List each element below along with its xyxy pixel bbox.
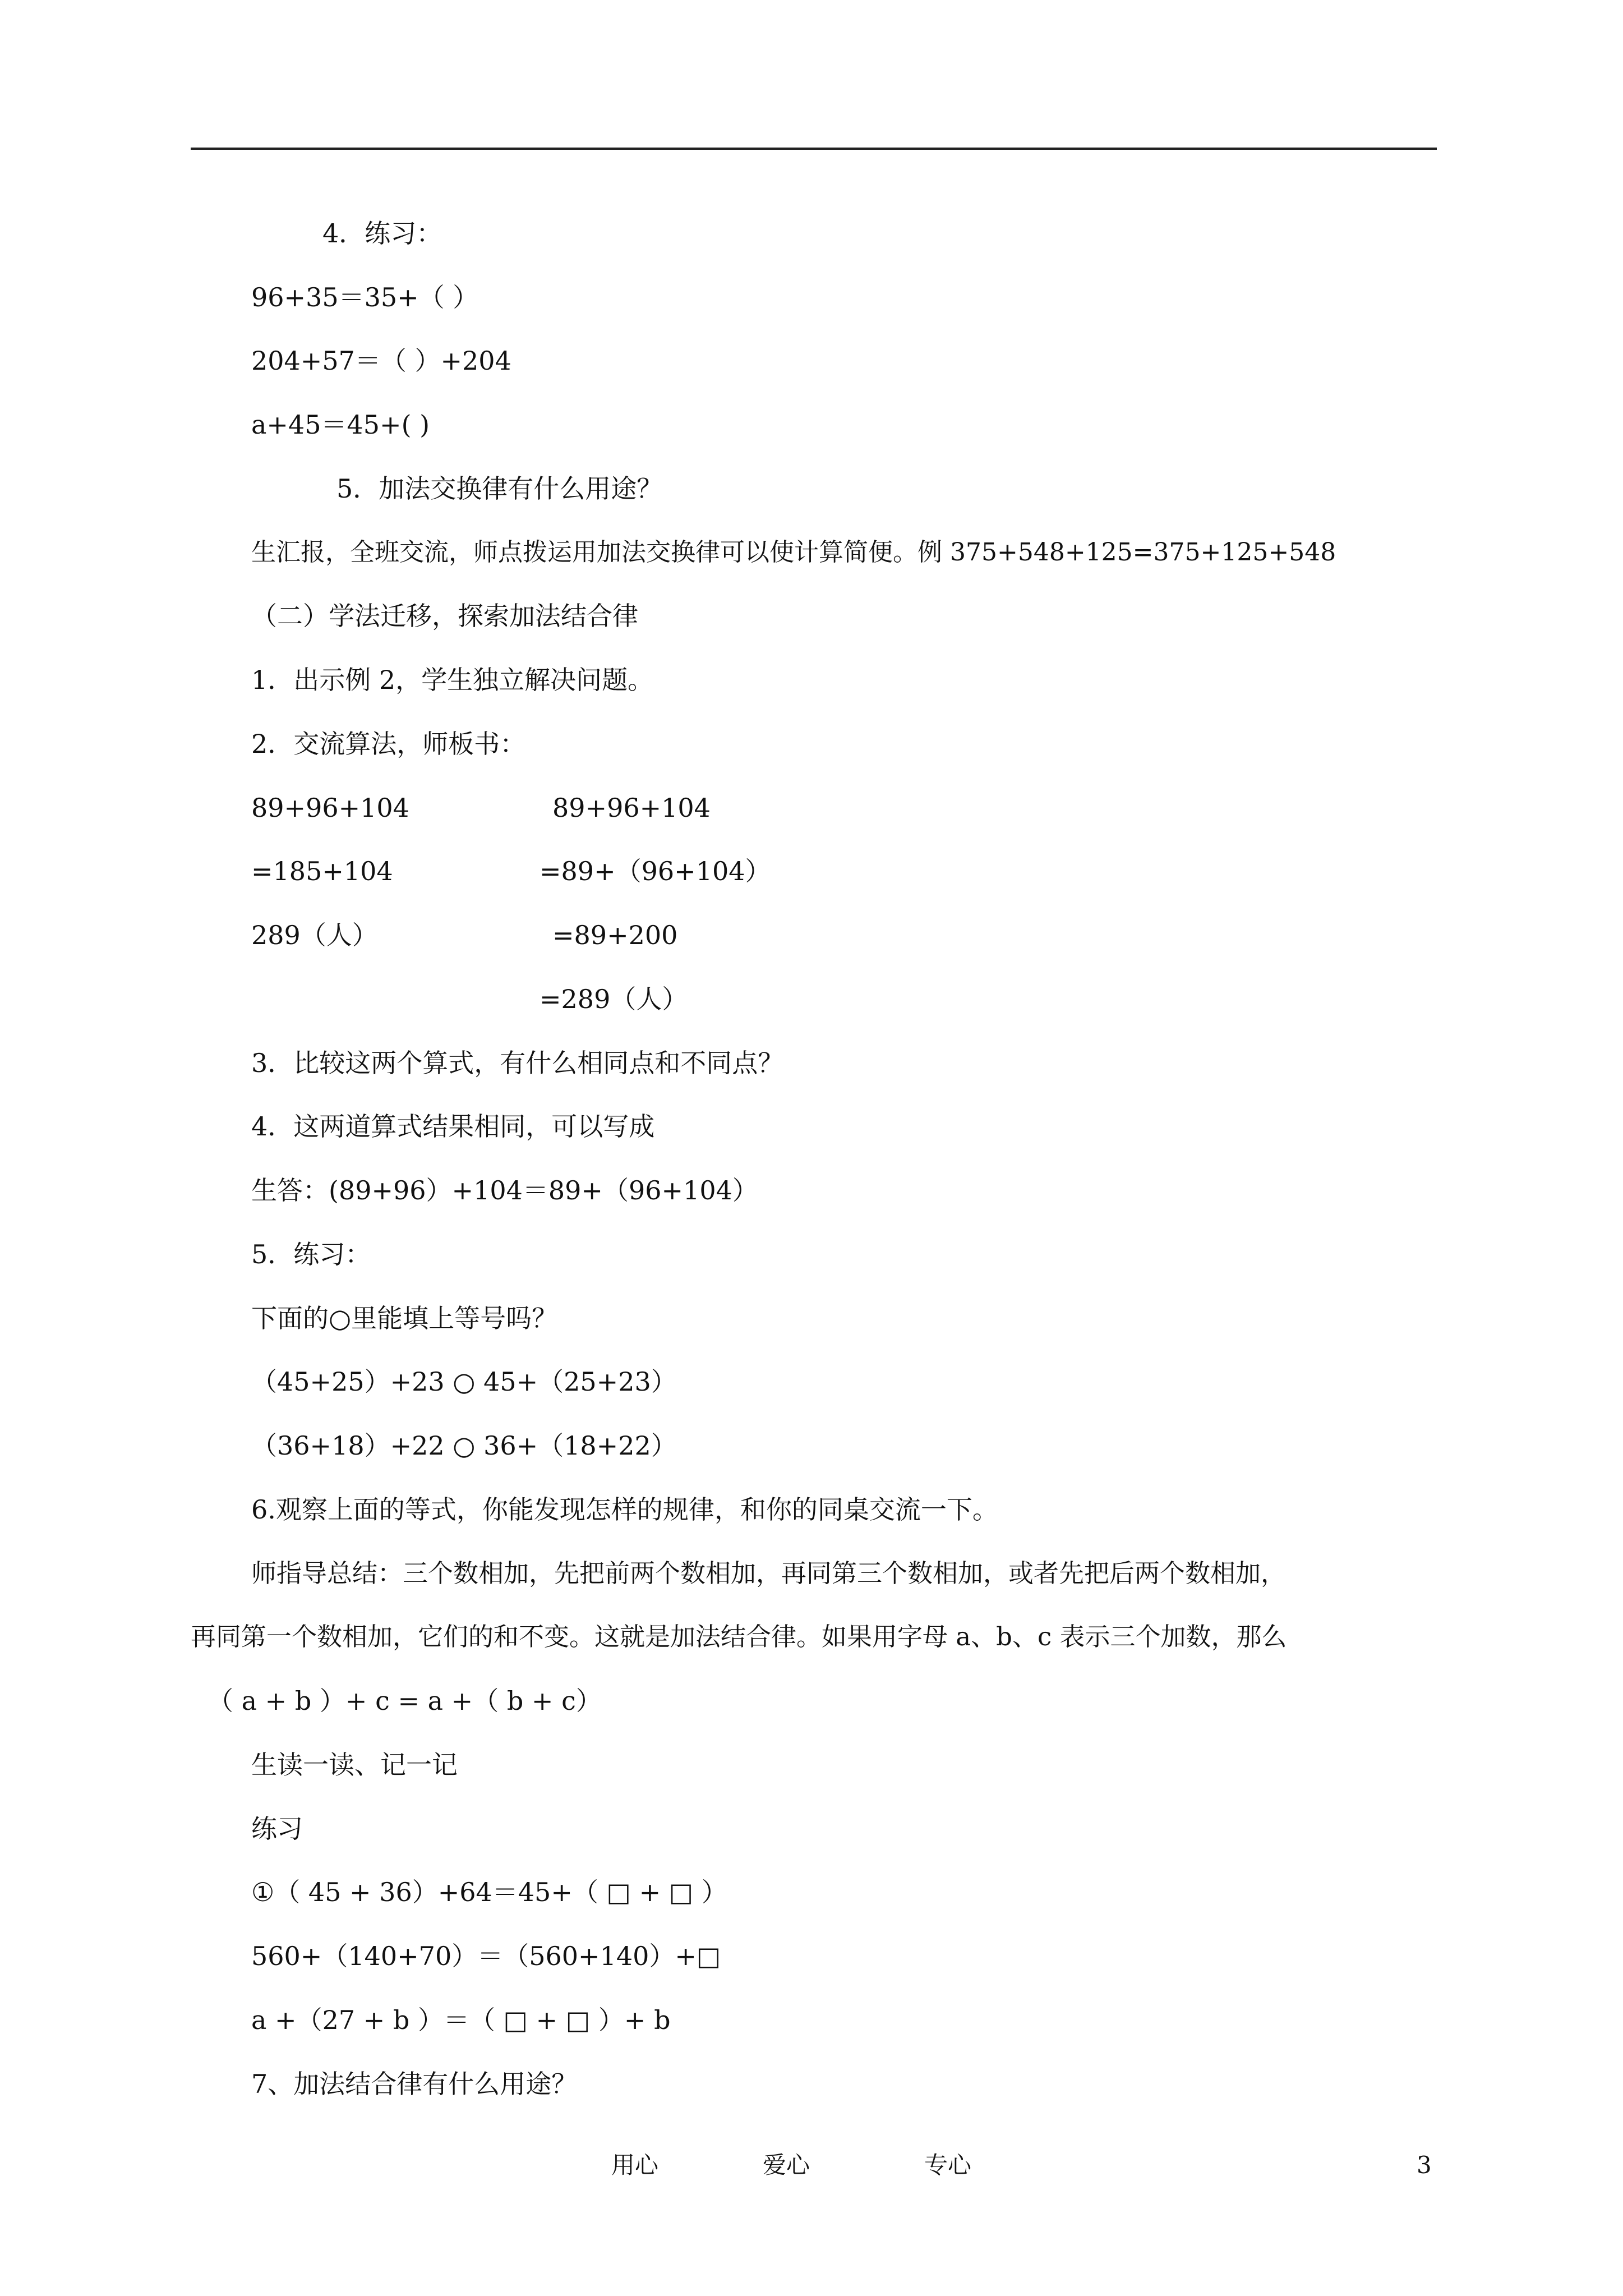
text-line-21: 下面的○里能填上等号吗？ — [251, 1303, 558, 1333]
calc-left-1: 89+96+104 — [251, 793, 409, 823]
text-line-17: 3．比较这两个算式，有什么相同点和不同点？ — [251, 1048, 784, 1078]
footer-middle: 爱心 — [763, 2151, 810, 2179]
text-line-33: 7、加法结合律有什么用途？ — [251, 2069, 578, 2099]
text-line-3: 204+57＝（ ）+204 — [251, 346, 511, 376]
calc-left-2: =185+104 — [251, 856, 393, 886]
text-line-2: 96+35＝35+（ ） — [251, 282, 479, 312]
text-line-9: 2．交流算法，师板书： — [251, 729, 526, 759]
text-line-1: 4．练习： — [322, 218, 442, 249]
footer-left: 用心 — [611, 2151, 659, 2179]
text-line-26: 再同第一个数相加，它们的和不变。这就是加法结合律。如果用字母 a、b、c 表示三个加数，那么 — [191, 1622, 1287, 1651]
calc-right-2: =89+（96+104） — [540, 856, 771, 886]
page-number: 3 — [1417, 2151, 1432, 2179]
text-line-7: （二）学法迁移，探索加法结合律 — [251, 601, 638, 631]
text-line-32: a +（27 + b ）＝（ □ + □ ）+ b — [251, 2005, 671, 2035]
text-line-23: （36+18）+22 ○ 36+（18+22） — [251, 1430, 677, 1461]
text-line-5: 5．加法交换律有什么用途？ — [336, 473, 663, 504]
calc-right-4: =289（人） — [540, 984, 688, 1014]
text-line-30: ①（ 45 + 36）+64＝45+（ □ + □ ） — [251, 1877, 727, 1907]
text-line-8: 1．出示例 2，学生独立解决问题。 — [251, 665, 654, 695]
calc-left-3: 289（人） — [251, 920, 378, 950]
text-line-20: 5．练习： — [251, 1239, 371, 1269]
text-line-27: （ a + b ）+ c = a +（ b + c） — [208, 1686, 602, 1716]
text-line-6: 生汇报，全班交流，师点拨运用加法交换律可以使计算简便。例 375+548+125=375+125+548 — [251, 538, 1336, 567]
text-line-18: 4．这两道算式结果相同，可以写成 — [251, 1111, 655, 1142]
text-line-22: （45+25）+23 ○ 45+（25+23） — [251, 1366, 677, 1397]
text-line-19: 生答：(89+96）+104＝89+（96+104） — [251, 1175, 758, 1205]
footer-right: 专心 — [924, 2151, 972, 2179]
text-line-31: 560+（140+70）＝（560+140）+□ — [251, 1941, 721, 1971]
text-line-28: 生读一读、记一记 — [251, 1750, 458, 1780]
text-line-24: 6.观察上面的等式，你能发现怎样的规律，和你的同桌交流一下。 — [251, 1494, 998, 1525]
calc-right-3: =89+200 — [552, 920, 678, 950]
text-line-29: 练习 — [251, 1814, 303, 1844]
text-line-25: 师指导总结：三个数相加，先把前两个数相加，再同第三个数相加，或者先把后两个数相加， — [251, 1558, 1287, 1588]
header-rule — [191, 148, 1437, 150]
calc-right-1: 89+96+104 — [552, 793, 711, 823]
text-line-4: a+45＝45+( ) — [251, 409, 430, 440]
